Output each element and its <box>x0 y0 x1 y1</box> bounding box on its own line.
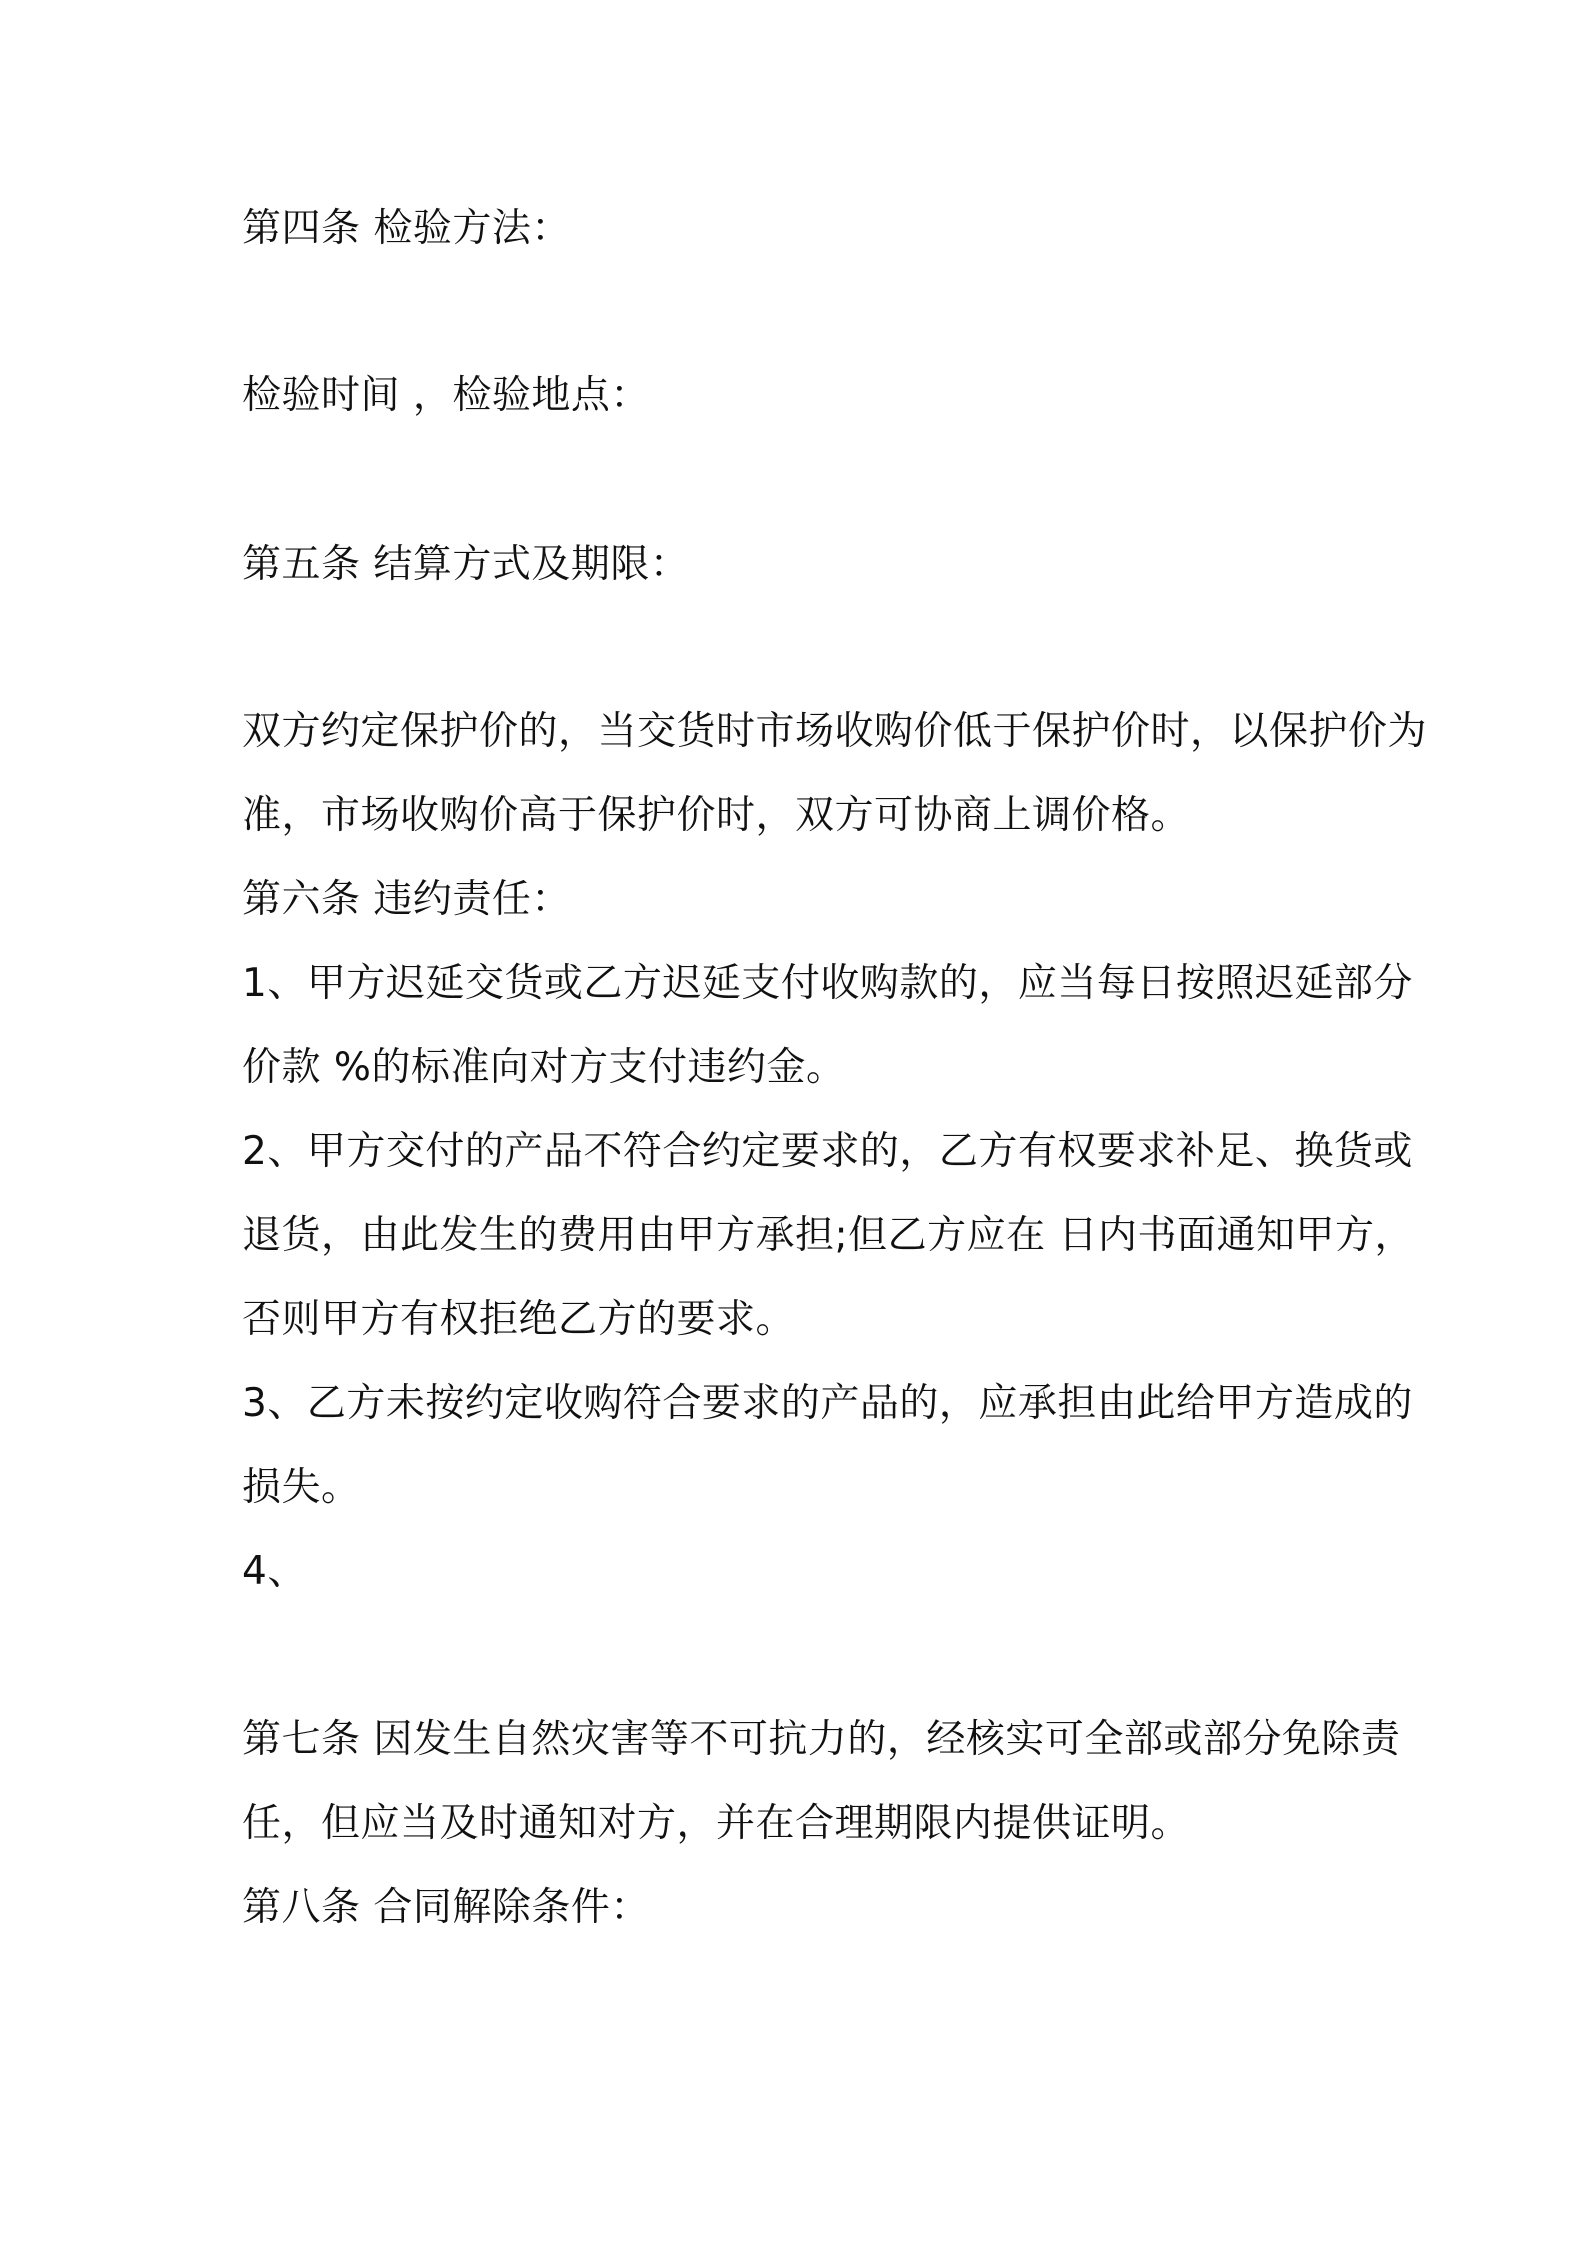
paragraph-line: 双方约定保护价的，当交货时市场收购价低于保护价时，以保护价为 <box>242 709 1428 754</box>
article-4-heading: 第四条 检验方法： <box>242 206 571 251</box>
inspection-time-place: 检验时间 ，检验地点： <box>242 373 650 418</box>
article-5-heading: 第五条 结算方式及期限： <box>242 542 690 587</box>
clause-4-line: 4、 <box>242 1549 307 1594</box>
clause-2-line: 否则甲方有权拒绝乙方的要求。 <box>242 1297 796 1342</box>
clause-3-line: 3、乙方未按约定收购符合要求的产品的，应承担由此给甲方造成的 <box>242 1381 1413 1426</box>
article-7-line: 第七条 因发生自然灾害等不可抗力的，经核实可全部或部分免除责 <box>242 1717 1401 1762</box>
clause-2-line: 2、甲方交付的产品不符合约定要求的，乙方有权要求补足、换货或 <box>242 1129 1413 1174</box>
clause-2-line: 退货，由此发生的费用由甲方承担;但乙方应在 日内书面通知甲方， <box>242 1213 1415 1258</box>
article-8-heading: 第八条 合同解除条件： <box>242 1885 650 1930</box>
paragraph-line: 准，市场收购价高于保护价时，双方可协商上调价格。 <box>242 793 1191 838</box>
clause-1-line: 价款 %的标准向对方支付违约金。 <box>242 1045 846 1090</box>
clause-3-line: 损失。 <box>242 1465 361 1510</box>
article-7-line: 任，但应当及时通知对方，并在合理期限内提供证明。 <box>242 1801 1191 1846</box>
clause-1-line: 1、甲方迟延交货或乙方迟延支付收购款的，应当每日按照迟延部分 <box>242 961 1413 1006</box>
article-6-heading: 第六条 违约责任： <box>242 877 571 922</box>
